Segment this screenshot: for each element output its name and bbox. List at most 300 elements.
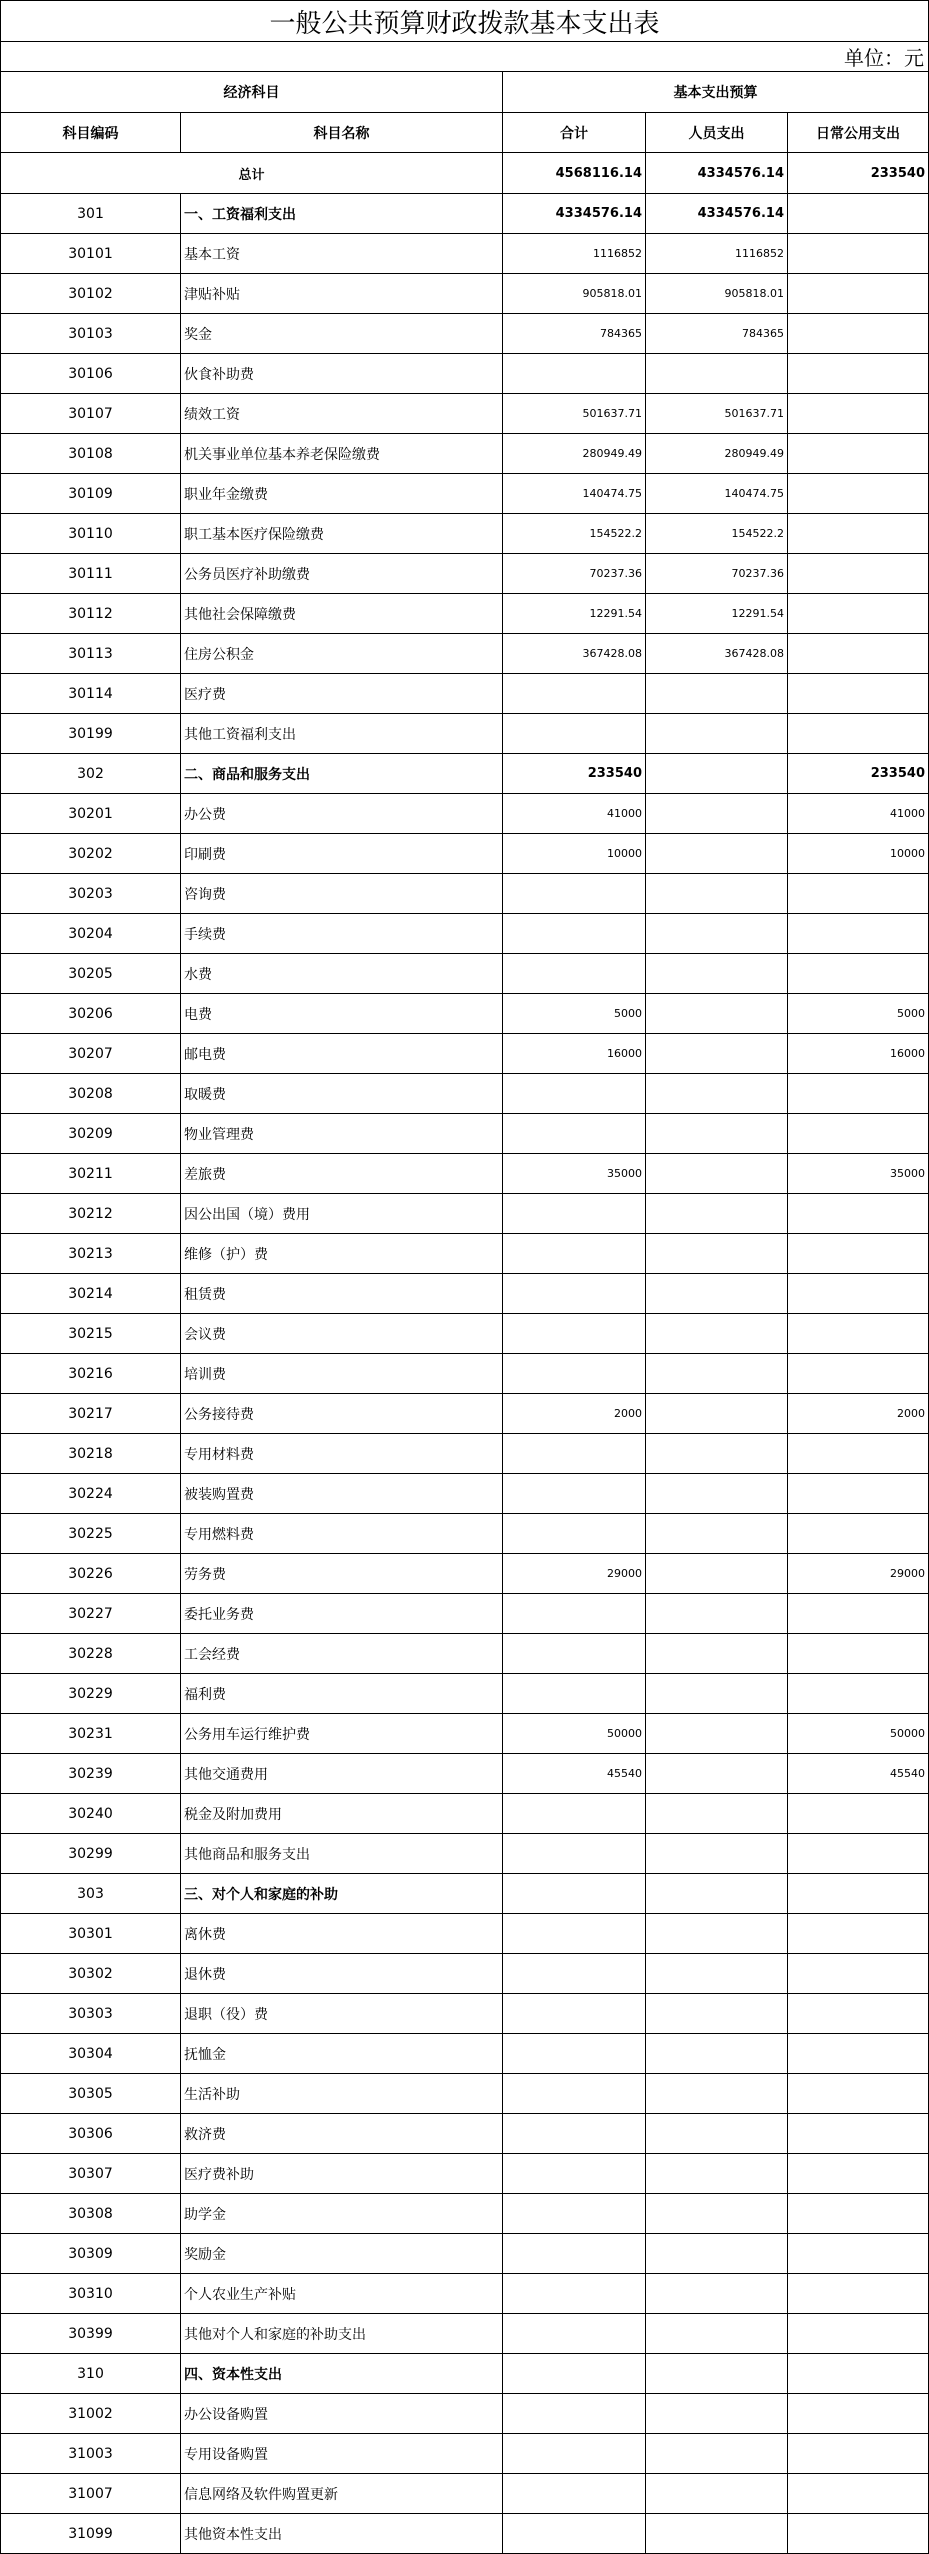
public-amount <box>788 474 929 514</box>
total-amount <box>503 1074 646 1114</box>
public-amount: 41000 <box>788 794 929 834</box>
subject-name: 专用燃料费 <box>181 1514 503 1554</box>
personnel-amount <box>646 1514 788 1554</box>
table-row <box>1 954 929 994</box>
subject-code: 30227 <box>1 1594 181 1634</box>
subject-code: 30310 <box>1 2274 181 2314</box>
grand-total-public: 233540 <box>788 153 929 194</box>
public-amount <box>788 434 929 474</box>
public-amount <box>788 2394 929 2434</box>
public-amount <box>788 2474 929 2514</box>
public-amount <box>788 2194 929 2234</box>
personnel-amount <box>646 1954 788 1994</box>
subject-code: 30399 <box>1 2314 181 2354</box>
total-amount <box>503 1354 646 1394</box>
personnel-amount <box>646 1474 788 1514</box>
table-title: 一般公共预算财政拨款基本支出表 <box>1 1 929 42</box>
subject-code: 30231 <box>1 1714 181 1754</box>
personnel-amount: 4334576.14 <box>646 194 788 234</box>
subject-name: 印刷费 <box>181 834 503 874</box>
header-code: 科目编码 <box>1 113 181 153</box>
subject-name: 物业管理费 <box>181 1114 503 1154</box>
personnel-amount <box>646 354 788 394</box>
personnel-amount: 12291.54 <box>646 594 788 634</box>
table-row <box>1 1314 929 1354</box>
personnel-amount <box>646 2274 788 2314</box>
subject-code: 31002 <box>1 2394 181 2434</box>
personnel-amount <box>646 794 788 834</box>
personnel-amount: 905818.01 <box>646 274 788 314</box>
table-row <box>1 1354 929 1394</box>
public-amount <box>788 274 929 314</box>
table-row <box>1 554 929 594</box>
subject-code: 30225 <box>1 1514 181 1554</box>
public-amount: 5000 <box>788 994 929 1034</box>
subject-name: 机关事业单位基本养老保险缴费 <box>181 434 503 474</box>
subject-name: 退休费 <box>181 1954 503 1994</box>
table-row <box>1 1074 929 1114</box>
subject-code: 30202 <box>1 834 181 874</box>
public-amount <box>788 2354 929 2394</box>
personnel-amount <box>646 2114 788 2154</box>
table-row <box>1 794 929 834</box>
table-row <box>1 434 929 474</box>
personnel-amount <box>646 1354 788 1394</box>
personnel-amount <box>646 1714 788 1754</box>
subject-name: 维修（护）费 <box>181 1234 503 1274</box>
subject-code: 30103 <box>1 314 181 354</box>
total-amount <box>503 2154 646 2194</box>
total-amount: 280949.49 <box>503 434 646 474</box>
total-amount: 905818.01 <box>503 274 646 314</box>
table-row <box>1 1114 929 1154</box>
subject-name: 津贴补贴 <box>181 274 503 314</box>
subject-code: 30309 <box>1 2234 181 2274</box>
subject-name: 工会经费 <box>181 1634 503 1674</box>
subject-name: 专用材料费 <box>181 1434 503 1474</box>
personnel-amount <box>646 2074 788 2114</box>
total-amount: 41000 <box>503 794 646 834</box>
subject-code: 30212 <box>1 1194 181 1234</box>
table-row <box>1 1754 929 1794</box>
table-row <box>1 2074 929 2114</box>
personnel-amount <box>646 2314 788 2354</box>
personnel-amount <box>646 1634 788 1674</box>
table-row <box>1 1594 929 1634</box>
table-row <box>1 2474 929 2514</box>
personnel-amount <box>646 1794 788 1834</box>
personnel-amount <box>646 1754 788 1794</box>
table-row <box>1 914 929 954</box>
total-amount: 367428.08 <box>503 634 646 674</box>
total-amount: 784365 <box>503 314 646 354</box>
public-amount <box>788 394 929 434</box>
total-amount: 1116852 <box>503 234 646 274</box>
subject-code: 302 <box>1 754 181 794</box>
personnel-amount <box>646 2434 788 2474</box>
table-row <box>1 2234 929 2274</box>
total-amount <box>503 2354 646 2394</box>
total-amount: 154522.2 <box>503 514 646 554</box>
public-amount <box>788 1474 929 1514</box>
subject-name: 取暖费 <box>181 1074 503 1114</box>
personnel-amount <box>646 2354 788 2394</box>
personnel-amount <box>646 1834 788 1874</box>
total-amount <box>503 954 646 994</box>
personnel-amount <box>646 2154 788 2194</box>
table-row <box>1 674 929 714</box>
subject-code: 30240 <box>1 1794 181 1834</box>
table-row <box>1 634 929 674</box>
subject-name: 住房公积金 <box>181 634 503 674</box>
subject-code: 30206 <box>1 994 181 1034</box>
category-row <box>1 194 929 234</box>
header-total: 合计 <box>503 113 646 153</box>
public-amount <box>788 2234 929 2274</box>
public-amount <box>788 1674 929 1714</box>
total-amount: 2000 <box>503 1394 646 1434</box>
total-amount: 35000 <box>503 1154 646 1194</box>
total-amount: 12291.54 <box>503 594 646 634</box>
table-row <box>1 1034 929 1074</box>
subject-name: 生活补助 <box>181 2074 503 2114</box>
subject-name: 培训费 <box>181 1354 503 1394</box>
subject-code: 30112 <box>1 594 181 634</box>
subject-code: 30306 <box>1 2114 181 2154</box>
public-amount <box>788 594 929 634</box>
table-row <box>1 234 929 274</box>
public-amount <box>788 634 929 674</box>
subject-code: 30215 <box>1 1314 181 1354</box>
public-amount: 35000 <box>788 1154 929 1194</box>
table-row <box>1 2194 929 2234</box>
total-amount: 70237.36 <box>503 554 646 594</box>
subject-code: 30229 <box>1 1674 181 1714</box>
public-amount: 16000 <box>788 1034 929 1074</box>
subject-name: 退职（役）费 <box>181 1994 503 2034</box>
subject-code: 30299 <box>1 1834 181 1874</box>
public-amount <box>788 1634 929 1674</box>
table-row <box>1 1394 929 1434</box>
personnel-amount <box>646 1874 788 1914</box>
subject-name: 基本工资 <box>181 234 503 274</box>
total-amount <box>503 1594 646 1634</box>
public-amount: 2000 <box>788 1394 929 1434</box>
personnel-amount <box>646 674 788 714</box>
table-row <box>1 474 929 514</box>
public-amount <box>788 1074 929 1114</box>
subject-code: 31003 <box>1 2434 181 2474</box>
subject-name: 电费 <box>181 994 503 1034</box>
total-amount <box>503 1114 646 1154</box>
subject-code: 30228 <box>1 1634 181 1674</box>
total-amount <box>503 2434 646 2474</box>
total-amount <box>503 1434 646 1474</box>
public-amount <box>788 1114 929 1154</box>
public-amount <box>788 2074 929 2114</box>
total-amount <box>503 2474 646 2514</box>
subject-name: 公务接待费 <box>181 1394 503 1434</box>
subject-name: 奖金 <box>181 314 503 354</box>
subject-name: 其他交通费用 <box>181 1754 503 1794</box>
personnel-amount <box>646 2394 788 2434</box>
personnel-amount <box>646 2234 788 2274</box>
subject-name: 个人农业生产补贴 <box>181 2274 503 2314</box>
personnel-amount: 501637.71 <box>646 394 788 434</box>
grand-total-personnel: 4334576.14 <box>646 153 788 194</box>
subject-name: 其他资本性支出 <box>181 2514 503 2554</box>
total-amount <box>503 1474 646 1514</box>
header-basic-budget: 基本支出预算 <box>503 72 929 113</box>
public-amount <box>788 1234 929 1274</box>
subject-name: 办公费 <box>181 794 503 834</box>
subject-code: 30304 <box>1 2034 181 2074</box>
total-amount <box>503 2194 646 2234</box>
total-amount: 29000 <box>503 1554 646 1594</box>
personnel-amount <box>646 1554 788 1594</box>
personnel-amount <box>646 2474 788 2514</box>
subject-name: 公务员医疗补助缴费 <box>181 554 503 594</box>
public-amount <box>788 1434 929 1474</box>
subject-code: 30211 <box>1 1154 181 1194</box>
subject-name: 专用设备购置 <box>181 2434 503 2474</box>
total-amount: 5000 <box>503 994 646 1034</box>
public-amount <box>788 714 929 754</box>
public-amount <box>788 914 929 954</box>
total-amount <box>503 1914 646 1954</box>
table-row <box>1 1194 929 1234</box>
subject-name: 助学金 <box>181 2194 503 2234</box>
subject-name: 职业年金缴费 <box>181 474 503 514</box>
public-amount <box>788 954 929 994</box>
total-amount: 45540 <box>503 1754 646 1794</box>
subject-code: 30208 <box>1 1074 181 1114</box>
category-row <box>1 754 929 794</box>
personnel-amount <box>646 754 788 794</box>
personnel-amount <box>646 834 788 874</box>
personnel-amount: 154522.2 <box>646 514 788 554</box>
subject-code: 30224 <box>1 1474 181 1514</box>
subject-code: 31099 <box>1 2514 181 2554</box>
header-personnel: 人员支出 <box>646 113 788 153</box>
subject-code: 30302 <box>1 1954 181 1994</box>
subject-name: 税金及附加费用 <box>181 1794 503 1834</box>
subject-name: 其他社会保障缴费 <box>181 594 503 634</box>
subject-name: 信息网络及软件购置更新 <box>181 2474 503 2514</box>
table-row <box>1 2154 929 2194</box>
total-amount <box>503 914 646 954</box>
subject-code: 30110 <box>1 514 181 554</box>
subject-name: 其他工资福利支出 <box>181 714 503 754</box>
subject-code: 303 <box>1 1874 181 1914</box>
personnel-amount: 784365 <box>646 314 788 354</box>
personnel-amount <box>646 994 788 1034</box>
table-row <box>1 1954 929 1994</box>
personnel-amount: 367428.08 <box>646 634 788 674</box>
total-amount: 10000 <box>503 834 646 874</box>
table-row <box>1 2034 929 2074</box>
table-row <box>1 874 929 914</box>
public-amount <box>788 514 929 554</box>
total-amount <box>503 2114 646 2154</box>
subject-code: 30111 <box>1 554 181 594</box>
personnel-amount <box>646 1674 788 1714</box>
personnel-amount <box>646 2194 788 2234</box>
public-amount <box>788 1314 929 1354</box>
subject-code: 30201 <box>1 794 181 834</box>
table-row <box>1 2274 929 2314</box>
personnel-amount <box>646 1314 788 1354</box>
table-row <box>1 714 929 754</box>
public-amount <box>788 2154 929 2194</box>
public-amount <box>788 1274 929 1314</box>
table-row <box>1 1834 929 1874</box>
category-row <box>1 1874 929 1914</box>
subject-code: 30205 <box>1 954 181 994</box>
subject-name: 被装购置费 <box>181 1474 503 1514</box>
table-row <box>1 2114 929 2154</box>
subject-name: 四、资本性支出 <box>181 2354 503 2394</box>
subject-code: 30107 <box>1 394 181 434</box>
subject-name: 公务用车运行维护费 <box>181 1714 503 1754</box>
total-amount <box>503 1634 646 1674</box>
personnel-amount <box>646 914 788 954</box>
public-amount <box>788 2434 929 2474</box>
table-row <box>1 1994 929 2034</box>
public-amount <box>788 1514 929 1554</box>
grand-total-row <box>1 153 929 194</box>
public-amount <box>788 1834 929 1874</box>
subject-name: 二、商品和服务支出 <box>181 754 503 794</box>
subject-code: 310 <box>1 2354 181 2394</box>
subject-name: 绩效工资 <box>181 394 503 434</box>
total-amount <box>503 674 646 714</box>
subject-name: 办公设备购置 <box>181 2394 503 2434</box>
subject-name: 其他对个人和家庭的补助支出 <box>181 2314 503 2354</box>
total-amount: 50000 <box>503 1714 646 1754</box>
subject-code: 30113 <box>1 634 181 674</box>
personnel-amount: 70237.36 <box>646 554 788 594</box>
subject-code: 30226 <box>1 1554 181 1594</box>
subject-name: 因公出国（境）费用 <box>181 1194 503 1234</box>
public-amount <box>788 2274 929 2314</box>
subject-name: 租赁费 <box>181 1274 503 1314</box>
subject-name: 医疗费补助 <box>181 2154 503 2194</box>
personnel-amount <box>646 1194 788 1234</box>
table-row <box>1 1234 929 1274</box>
total-amount: 140474.75 <box>503 474 646 514</box>
subject-name: 会议费 <box>181 1314 503 1354</box>
subject-name: 福利费 <box>181 1674 503 1714</box>
subject-name: 邮电费 <box>181 1034 503 1074</box>
grand-total-label: 总计 <box>1 153 503 194</box>
total-amount: 233540 <box>503 754 646 794</box>
table-row <box>1 1674 929 1714</box>
personnel-amount <box>646 1074 788 1114</box>
subject-name: 离休费 <box>181 1914 503 1954</box>
public-amount: 10000 <box>788 834 929 874</box>
total-amount <box>503 714 646 754</box>
subject-name: 医疗费 <box>181 674 503 714</box>
subject-code: 30308 <box>1 2194 181 2234</box>
total-amount <box>503 1674 646 1714</box>
subject-name: 伙食补助费 <box>181 354 503 394</box>
total-amount <box>503 354 646 394</box>
public-amount: 45540 <box>788 1754 929 1794</box>
personnel-amount <box>646 954 788 994</box>
total-amount: 501637.71 <box>503 394 646 434</box>
subject-code: 30209 <box>1 1114 181 1154</box>
table-row <box>1 1714 929 1754</box>
subject-name: 奖励金 <box>181 2234 503 2274</box>
total-amount <box>503 1314 646 1354</box>
public-amount <box>788 194 929 234</box>
table-row <box>1 1274 929 1314</box>
header-public: 日常公用支出 <box>788 113 929 153</box>
public-amount <box>788 1194 929 1234</box>
subject-code: 30207 <box>1 1034 181 1074</box>
personnel-amount <box>646 1114 788 1154</box>
subject-code: 30213 <box>1 1234 181 1274</box>
subject-code: 31007 <box>1 2474 181 2514</box>
personnel-amount <box>646 1274 788 1314</box>
personnel-amount: 140474.75 <box>646 474 788 514</box>
personnel-amount <box>646 1914 788 1954</box>
subject-name: 咨询费 <box>181 874 503 914</box>
public-amount <box>788 1914 929 1954</box>
public-amount <box>788 1794 929 1834</box>
public-amount <box>788 2314 929 2354</box>
subject-code: 30106 <box>1 354 181 394</box>
total-amount <box>503 1994 646 2034</box>
category-row <box>1 2354 929 2394</box>
public-amount <box>788 1874 929 1914</box>
table-row <box>1 1914 929 1954</box>
subject-code: 30114 <box>1 674 181 714</box>
total-amount <box>503 1954 646 1994</box>
public-amount <box>788 2034 929 2074</box>
subject-code: 30303 <box>1 1994 181 2034</box>
personnel-amount <box>646 1994 788 2034</box>
personnel-amount <box>646 1594 788 1634</box>
subject-code: 30102 <box>1 274 181 314</box>
table-row <box>1 834 929 874</box>
table-row <box>1 2394 929 2434</box>
public-amount: 29000 <box>788 1554 929 1594</box>
subject-code: 30214 <box>1 1274 181 1314</box>
total-amount <box>503 1234 646 1274</box>
subject-code: 30218 <box>1 1434 181 1474</box>
total-amount <box>503 2074 646 2114</box>
subject-code: 30307 <box>1 2154 181 2194</box>
personnel-amount <box>646 714 788 754</box>
total-amount <box>503 1874 646 1914</box>
table-row <box>1 1154 929 1194</box>
public-amount <box>788 1354 929 1394</box>
subject-code: 30301 <box>1 1914 181 1954</box>
personnel-amount <box>646 1434 788 1474</box>
total-amount <box>503 2394 646 2434</box>
total-amount <box>503 2234 646 2274</box>
subject-code: 30239 <box>1 1754 181 1794</box>
table-row <box>1 394 929 434</box>
table-row <box>1 1554 929 1594</box>
personnel-amount <box>646 2034 788 2074</box>
subject-code: 30217 <box>1 1394 181 1434</box>
public-amount <box>788 874 929 914</box>
table-row <box>1 1434 929 1474</box>
table-row <box>1 514 929 554</box>
